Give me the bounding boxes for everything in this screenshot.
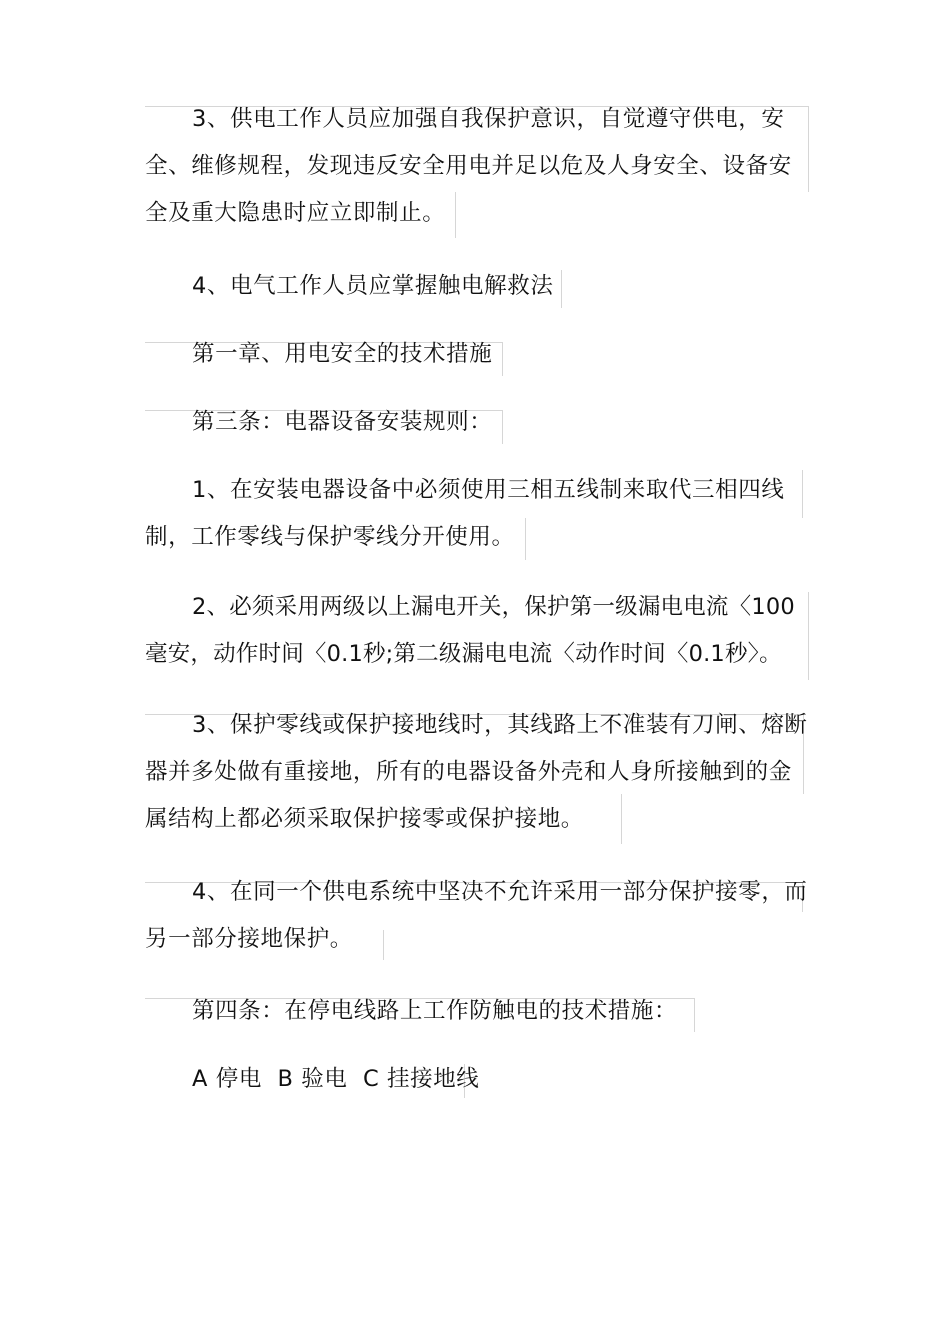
paragraph-same-system: 4、在同一个供电系统中坚决不允许采用一部分保护接零，而另一部分接地保护。 xyxy=(145,879,808,952)
article-heading-four: 第四条：在停电线路上工作防触电的技术措施： xyxy=(192,998,678,1024)
article-heading-three: 第三条：电器设备安装规则： xyxy=(192,409,493,435)
paragraph-protective-neutral: 3、保护零线或保护接地线时，其线路上不准装有刀闸、熔断器并多处做有重接地，所有的电器设备外壳和人身所接触到的金属结构上都必须采取保护接零或保护接地。 xyxy=(145,712,808,832)
paragraph-steps: A 停电 B 验电 C 挂接地线 xyxy=(192,1066,480,1092)
paragraph-rescue-method: 4、电气工作人员应掌握触电解救法 xyxy=(192,273,554,299)
chapter-heading: 第一章、用电安全的技术措施 xyxy=(192,341,493,367)
paragraph-leakage-switch: 2、必须采用两级以上漏电开关，保护第一级漏电电流〈100毫安，动作时间〈0.1秒;第二级漏电电流〈动作时间〈0.1秒〉。 xyxy=(145,594,795,667)
paragraph-five-wire: 1、在安装电器设备中必须使用三相五线制来取代三相四线制，工作零线与保护零线分开使用。 xyxy=(145,477,785,550)
paragraph-safety-awareness: 3、供电工作人员应加强自我保护意识，自觉遵守供电，安全、维修规程，发现违反安全用电并足以危及人身安全、设备安全及重大隐患时应立即制止。 xyxy=(145,106,792,226)
